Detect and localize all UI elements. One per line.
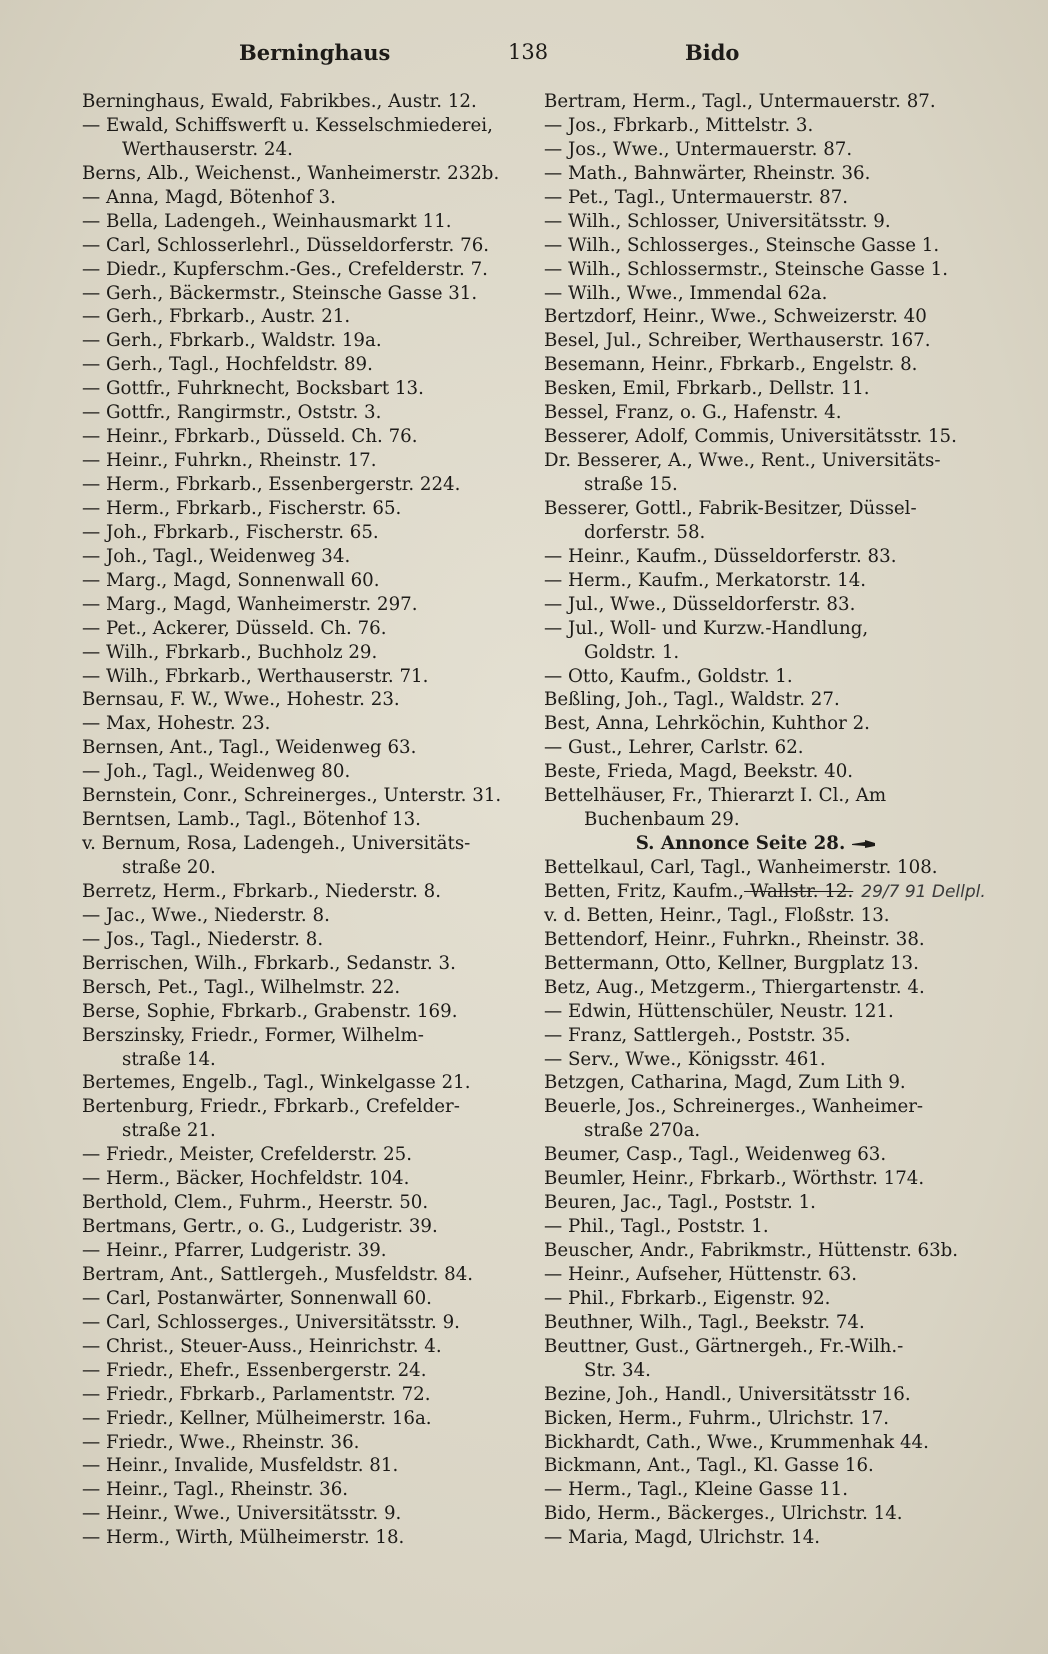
entry-text: Beuscher, Andr., Fabrikmstr., Hüttenstr. 63b. — [544, 1240, 959, 1261]
entry-text: — Gerh., Tagl., Hochfeldstr. 89. — [82, 354, 373, 376]
entry-text: Werthauserstr. 24. — [122, 138, 293, 160]
directory-entry — [544, 1311, 969, 1335]
directory-entry — [82, 736, 507, 760]
entry-text: Besel, Jul., Schreiber, Werthauserstr. 167. — [544, 330, 931, 352]
directory-entry — [544, 736, 969, 760]
entry-text: — Herm., Fbrkarb., Fischerstr. 65. — [82, 497, 402, 519]
right-column — [544, 90, 986, 1550]
directory-entry — [82, 1263, 507, 1287]
entry-text: — Wilh., Fbrkarb., Werthauserstr. 71. — [82, 665, 429, 687]
directory-entry — [82, 1335, 507, 1359]
entry-text: — Friedr., Ehefr., Essenbergerstr. 24. — [82, 1359, 427, 1381]
entry-text: Bertram, Ant., Sattlergeh., Musfeldstr. 84. — [82, 1263, 474, 1285]
entry-text: Besserer, Adolf, Commis, Universitätsstr. 15. — [544, 426, 957, 448]
entry-text: — Jos., Wwe., Untermauerstr. 87. — [544, 138, 853, 160]
directory-entry — [82, 1454, 507, 1478]
directory-entry — [544, 1383, 969, 1407]
entry-text: Bertmans, Gertr., o. G., Ludgeristr. 39. — [82, 1216, 438, 1238]
directory-entry — [544, 521, 969, 545]
entry-text: — Bella, Ladengeh., Weinhausmarkt 11. — [82, 210, 452, 232]
directory-entry — [82, 569, 507, 593]
entry-text: — Gust., Lehrer, Carlstr. 62. — [544, 737, 804, 759]
directory-entry — [544, 1263, 969, 1287]
entry-text: — Franz, Sattlergeh., Poststr. 35. — [544, 1024, 851, 1046]
entry-text: — Jos., Tagl., Niederstr. 8. — [82, 928, 324, 950]
entry-text: — Friedr., Wwe., Rheinstr. 36. — [82, 1431, 360, 1453]
directory-entry — [82, 353, 507, 377]
entry-text: v. Bernum, Rosa, Ladengeh., Universitäts- — [82, 833, 471, 855]
directory-entry — [544, 1024, 969, 1048]
directory-entry — [544, 1287, 969, 1311]
entry-text: Str. 34. — [584, 1359, 651, 1381]
directory-entry — [82, 425, 507, 449]
directory-entry — [82, 665, 507, 689]
entry-text: — Friedr., Kellner, Mülheimerstr. 16a. — [82, 1407, 432, 1429]
directory-entry — [544, 377, 969, 401]
entry-text: — Marg., Magd, Wanheimerstr. 297. — [82, 593, 418, 615]
entry-text: — Heinr., Fuhrkn., Rheinstr. 17. — [82, 450, 377, 472]
directory-entry — [82, 1215, 507, 1239]
entry-text: — Gottfr., Rangirmstr., Oststr. 3. — [82, 402, 382, 424]
entry-text: Beste, Frieda, Magd, Beekstr. 40. — [544, 761, 854, 783]
entry-text: — Heinr., Aufseher, Hüttenstr. 63. — [544, 1263, 858, 1285]
directory-entry — [544, 808, 969, 832]
directory-entry — [544, 1502, 969, 1526]
entry-text: Berretz, Herm., Fbrkarb., Niederstr. 8. — [82, 880, 441, 902]
entry-text: — Jul., Wwe., Düsseldorferstr. 83. — [544, 593, 856, 615]
directory-entry — [82, 1407, 507, 1431]
directory-entry — [82, 856, 507, 880]
entry-text: — Math., Bahnwärter, Rheinstr. 36. — [544, 162, 871, 184]
directory-entry — [82, 1239, 507, 1263]
directory-entry — [544, 1359, 969, 1383]
directory-entry — [544, 665, 969, 689]
entry-text: Beumer, Casp., Tagl., Weidenweg 63. — [544, 1144, 887, 1166]
entry-text: — Heinr., Fbrkarb., Düsseld. Ch. 76. — [82, 426, 418, 448]
directory-entry — [82, 90, 507, 114]
directory-entry — [544, 186, 969, 210]
entry-text: straße 270a. — [584, 1120, 701, 1142]
entry-text: Berntsen, Lamb., Tagl., Bötenhof 13. — [82, 809, 421, 831]
entry-text: Bettendorf, Heinr., Fuhrkn., Rheinstr. 38. — [544, 928, 925, 950]
directory-entry — [544, 1239, 969, 1263]
entry-text: — Phil., Tagl., Poststr. 1. — [544, 1216, 769, 1238]
directory-entry — [82, 1502, 507, 1526]
entry-text: — Wilh., Wwe., Immendal 62a. — [544, 282, 828, 304]
directory-entry — [82, 784, 507, 808]
entry-text: Bernsau, F. W., Wwe., Hohestr. 23. — [82, 689, 400, 711]
directory-entry — [82, 1167, 507, 1191]
directory-entry — [544, 641, 969, 665]
entry-text: Berns, Alb., Weichenst., Wanheimerstr. 232b. — [82, 162, 500, 184]
entry-text: Betz, Aug., Metzgerm., Thiergartenstr. 4. — [544, 976, 925, 998]
entry-text: — Carl, Schlosserges., Universitätsstr. 9. — [82, 1311, 460, 1333]
directory-entry — [544, 1454, 969, 1478]
entry-text: Beumler, Heinr., Fbrkarb., Wörthstr. 174. — [544, 1168, 925, 1190]
entry-text: — Heinr., Wwe., Universitätsstr. 9. — [82, 1503, 402, 1525]
header-left-keyword: Berninghaus — [239, 40, 391, 65]
directory-entry — [82, 1095, 507, 1119]
entry-text: Besken, Emil, Fbrkarb., Dellstr. 11. — [544, 378, 870, 400]
directory-entry — [82, 1191, 507, 1215]
entry-text: — Friedr., Fbrkarb., Parlamentstr. 72. — [82, 1383, 431, 1405]
entry-text: Goldstr. 1. — [584, 641, 680, 663]
entry-text: Bertemes, Engelb., Tagl., Winkelgasse 21. — [82, 1072, 471, 1094]
entry-text: — Friedr., Meister, Crefelderstr. 25. — [82, 1144, 413, 1166]
directory-entry — [544, 1526, 969, 1550]
directory-entry — [82, 545, 507, 569]
directory-entry — [82, 1478, 507, 1502]
entry-text: — Edwin, Hüttenschüler, Neustr. 121. — [544, 1000, 894, 1022]
entry-text: Bernsen, Ant., Tagl., Weidenweg 63. — [82, 737, 417, 759]
entry-text: Bertram, Herm., Tagl., Untermauerstr. 87. — [544, 91, 936, 112]
directory-entry — [544, 976, 969, 1000]
directory-entry — [82, 138, 507, 162]
entry-text: Besserer, Gottl., Fabrik-Besitzer, Düssel- — [544, 497, 917, 519]
entry-text: Bersch, Pet., Tagl., Wilhelmstr. 22. — [82, 976, 401, 998]
entry-text: Bickmann, Ant., Tagl., Kl. Gasse 16. — [544, 1455, 874, 1477]
annonce-reference — [544, 832, 969, 856]
entry-text: Buchenbaum 29. — [584, 809, 740, 831]
entry-text: — Wilh., Schlosser, Universitätsstr. 9. — [544, 210, 891, 232]
directory-entry — [544, 904, 969, 928]
entry-text: — Marg., Magd, Sonnenwall 60. — [82, 569, 380, 591]
directory-entry — [544, 114, 969, 138]
entry-text: — Herm., Kaufm., Merkatorstr. 14. — [544, 569, 867, 591]
entry-text: — Otto, Kaufm., Goldstr. 1. — [544, 665, 793, 687]
entry-text: Betten, Fritz, Kaufm., — [544, 880, 745, 902]
entry-text: Bicken, Herm., Fuhrm., Ulrichstr. 17. — [544, 1407, 890, 1429]
directory-entry — [544, 210, 969, 234]
directory-entry — [82, 449, 507, 473]
directory-entry — [544, 1215, 969, 1239]
directory-entry — [82, 497, 507, 521]
directory-entry — [82, 1311, 507, 1335]
directory-entry — [544, 329, 969, 353]
directory-entry — [544, 473, 969, 497]
directory-entry — [544, 1191, 969, 1215]
directory-entry — [544, 1478, 969, 1502]
entry-text: — Maria, Magd, Ulrichstr. 14. — [544, 1527, 821, 1549]
entry-text: — Serv., Wwe., Königsstr. 461. — [544, 1048, 826, 1070]
directory-entry — [544, 138, 969, 162]
directory-entry — [82, 928, 507, 952]
entry-text: — Diedr., Kupferschm.-Ges., Crefelderstr. 7. — [82, 258, 488, 280]
header-right-keyword: Bido — [685, 40, 740, 65]
entry-text: — Joh., Fbrkarb., Fischerstr. 65. — [82, 521, 379, 543]
entry-text: Beuttner, Gust., Gärtnergeh., Fr.-Wilh.- — [544, 1335, 904, 1357]
directory-entry — [82, 1024, 507, 1048]
directory-entry — [544, 1119, 969, 1143]
directory-entry — [544, 784, 969, 808]
directory-entry — [544, 1335, 969, 1359]
entry-text: — Carl, Postanwärter, Sonnenwall 60. — [82, 1287, 432, 1309]
directory-entry — [82, 258, 507, 282]
directory-entry — [82, 952, 507, 976]
directory-entry — [544, 712, 969, 736]
directory-entry — [82, 282, 507, 306]
entry-text: Bettelkaul, Carl, Tagl., Wanheimerstr. 108. — [544, 857, 938, 878]
directory-entry — [82, 1359, 507, 1383]
directory-entry — [544, 497, 969, 521]
directory-entry — [82, 401, 507, 425]
entry-text: Betzgen, Catharina, Magd, Zum Lith 9. — [544, 1072, 906, 1094]
left-column — [82, 90, 507, 1550]
directory-entry — [82, 1000, 507, 1024]
entry-text: — Gerh., Fbrkarb., Austr. 21. — [82, 306, 351, 328]
entry-text: — Herm., Fbrkarb., Essenbergerstr. 224. — [82, 474, 461, 495]
directory-entry — [544, 1000, 969, 1024]
entry-text: — Joh., Tagl., Weidenweg 34. — [82, 545, 351, 567]
directory-entry — [544, 1167, 969, 1191]
directory-entry — [544, 425, 969, 449]
directory-entry — [82, 904, 507, 928]
directory-entry — [544, 449, 969, 473]
handwritten-note: 29/7 91 Dellpl. — [861, 881, 986, 902]
directory-entry — [82, 1526, 507, 1550]
entry-text: straße 14. — [122, 1048, 216, 1070]
entry-text: v. d. Betten, Heinr., Tagl., Floßstr. 13. — [544, 904, 890, 926]
directory-entry — [544, 1071, 969, 1095]
directory-entry — [82, 593, 507, 617]
directory-entry — [544, 569, 969, 593]
directory-entry — [82, 641, 507, 665]
directory-entry — [544, 593, 969, 617]
entry-text: — Joh., Tagl., Weidenweg 80. — [82, 761, 351, 783]
entry-text: dorferstr. 58. — [584, 521, 706, 543]
entry-text: — Wilh., Schlossermstr., Steinsche Gasse 1. — [544, 258, 948, 280]
directory-entry — [82, 808, 507, 832]
directory-entry — [82, 976, 507, 1000]
directory-entry — [82, 1287, 507, 1311]
entry-text: Bertzdorf, Heinr., Wwe., Schweizerstr. 40 — [544, 306, 927, 328]
entry-text: — Pet., Ackerer, Düsseld. Ch. 76. — [82, 617, 387, 639]
directory-entry — [82, 760, 507, 784]
entry-text: Dr. Besserer, A., Wwe., Rent., Universitäts- — [544, 450, 941, 472]
entry-text: Bickhardt, Cath., Wwe., Krummenhak 44. — [544, 1431, 929, 1453]
entry-text: — Phil., Fbrkarb., Eigenstr. 92. — [544, 1287, 831, 1309]
entry-text: — Herm., Bäcker, Hochfeldstr. 104. — [82, 1168, 410, 1190]
directory-entry — [82, 1143, 507, 1167]
directory-entry — [82, 1048, 507, 1072]
directory-entry — [544, 282, 969, 306]
directory-entry — [544, 928, 969, 952]
entry-text: — Wilh., Schlosserges., Steinsche Gasse 1. — [544, 234, 940, 256]
entry-text: Berrischen, Wilh., Fbrkarb., Sedanstr. 3. — [82, 952, 456, 974]
entry-text: S. Annonce Seite 28. — [635, 833, 846, 855]
entry-text: Beuthner, Wilh., Tagl., Beekstr. 74. — [544, 1311, 865, 1333]
entry-text: — Herm., Wirth, Mülheimerstr. 18. — [82, 1527, 405, 1549]
directory-entry — [544, 162, 969, 186]
entry-text: — Gottfr., Fuhrknecht, Bocksbart 13. — [82, 378, 424, 400]
entry-text: Bernstein, Conr., Schreinerges., Unterstr. 31. — [82, 785, 502, 807]
directory-entry — [82, 114, 507, 138]
directory-entry — [544, 1048, 969, 1072]
directory-entry — [82, 162, 507, 186]
directory-entry — [544, 952, 969, 976]
entry-text: Bido, Herm., Bäckerges., Ulrichstr. 14. — [544, 1503, 903, 1525]
directory-entry — [82, 688, 507, 712]
entry-text: Berninghaus, Ewald, Fabrikbes., Austr. 12. — [82, 91, 477, 112]
directory-entry — [544, 880, 986, 904]
entry-text: — Herm., Tagl., Kleine Gasse 11. — [544, 1479, 848, 1501]
directory-entry — [544, 401, 969, 425]
directory-entry — [82, 473, 507, 497]
directory-entry — [82, 1119, 507, 1143]
entry-text: — Jul., Woll- und Kurzw.-Handlung, — [544, 617, 869, 639]
entry-text: Bettermann, Otto, Kellner, Burgplatz 13. — [544, 952, 919, 974]
directory-entry — [82, 521, 507, 545]
entry-text: Besemann, Heinr., Fbrkarb., Engelstr. 8. — [544, 354, 918, 376]
directory-entry — [544, 1143, 969, 1167]
entry-text: — Heinr., Tagl., Rheinstr. 36. — [82, 1479, 349, 1501]
pointing-hand-icon — [851, 839, 877, 849]
directory-entry — [544, 760, 969, 784]
entry-text: Beuerle, Jos., Schreinerges., Wanheimer- — [544, 1096, 924, 1118]
directory-entry — [544, 1095, 969, 1119]
directory-entry — [544, 305, 969, 329]
entry-text: Beuren, Jac., Tagl., Poststr. 1. — [544, 1192, 816, 1214]
entry-text: Bezine, Joh., Handl., Universitätsstr 16. — [544, 1383, 911, 1405]
page-header — [82, 40, 972, 76]
entry-text: — Anna, Magd, Bötenhof 3. — [82, 186, 336, 208]
entry-text: Beßling, Joh., Tagl., Waldstr. 27. — [544, 689, 840, 711]
entry-text: — Christ., Steuer-Auss., Heinrichstr. 4. — [82, 1335, 442, 1357]
entry-text: — Heinr., Invalide, Musfeldstr. 81. — [82, 1455, 399, 1477]
entry-text: Berszinsky, Friedr., Former, Wilhelm- — [82, 1024, 424, 1046]
entry-text: straße 15. — [584, 474, 678, 495]
directory-entry — [82, 305, 507, 329]
directory-entry — [82, 712, 507, 736]
page-number: 138 — [508, 40, 549, 64]
directory-entry — [544, 234, 969, 258]
entry-text: — Carl, Schlosserlehrl., Düsseldorferstr. 76. — [82, 234, 490, 256]
directory-entry — [544, 545, 969, 569]
entry-text: — Wilh., Fbrkarb., Buchholz 29. — [82, 641, 378, 663]
directory-entry — [82, 832, 507, 856]
entry-text: Best, Anna, Lehrköchin, Kuhthor 2. — [544, 713, 870, 735]
directory-entry — [82, 234, 507, 258]
directory-entry — [544, 688, 969, 712]
entry-text: — Heinr., Pfarrer, Ludgeristr. 39. — [82, 1240, 387, 1261]
directory-entry — [544, 258, 969, 282]
directory-entry — [544, 1431, 969, 1455]
entry-text: — Gerh., Bäckermstr., Steinsche Gasse 31. — [82, 282, 478, 304]
entry-text: straße 20. — [122, 857, 216, 878]
directory-entry — [82, 1431, 507, 1455]
entry-text: — Max, Hohestr. 23. — [82, 713, 271, 735]
entry-text: Bettelhäuser, Fr., Thierarzt I. Cl., Am — [544, 785, 887, 807]
entry-text: — Pet., Tagl., Untermauerstr. 87. — [544, 186, 849, 208]
directory-entry — [544, 1407, 969, 1431]
directory-entry — [544, 856, 969, 880]
directory-entry — [544, 617, 969, 641]
entry-text: Berse, Sophie, Fbrkarb., Grabenstr. 169. — [82, 1000, 458, 1022]
directory-entry — [544, 90, 969, 114]
entry-text: Bertenburg, Friedr., Fbrkarb., Crefelder- — [82, 1096, 460, 1118]
directory-entry — [82, 1383, 507, 1407]
entry-text: straße 21. — [122, 1120, 216, 1142]
entry-text: — Ewald, Schiffswerft u. Kesselschmiederei, — [82, 114, 493, 136]
directory-entry — [82, 617, 507, 641]
directory-entry — [544, 353, 969, 377]
directory-entry — [82, 1071, 507, 1095]
directory-entry — [82, 880, 507, 904]
directory-entry — [82, 377, 507, 401]
directory-entry — [82, 329, 507, 353]
entry-text: — Jac., Wwe., Niederstr. 8. — [82, 904, 330, 926]
struck-address: Wallstr. 12. — [744, 880, 854, 902]
entry-text: Bessel, Franz, o. G., Hafenstr. 4. — [544, 402, 842, 424]
directory-entry — [82, 186, 507, 210]
entry-text: — Gerh., Fbrkarb., Waldstr. 19a. — [82, 330, 382, 352]
entry-text: — Heinr., Kaufm., Düsseldorferstr. 83. — [544, 545, 897, 567]
entry-text: Berthold, Clem., Fuhrm., Heerstr. 50. — [82, 1192, 429, 1214]
directory-entry — [82, 210, 507, 234]
entry-text: — Jos., Fbrkarb., Mittelstr. 3. — [544, 114, 814, 136]
